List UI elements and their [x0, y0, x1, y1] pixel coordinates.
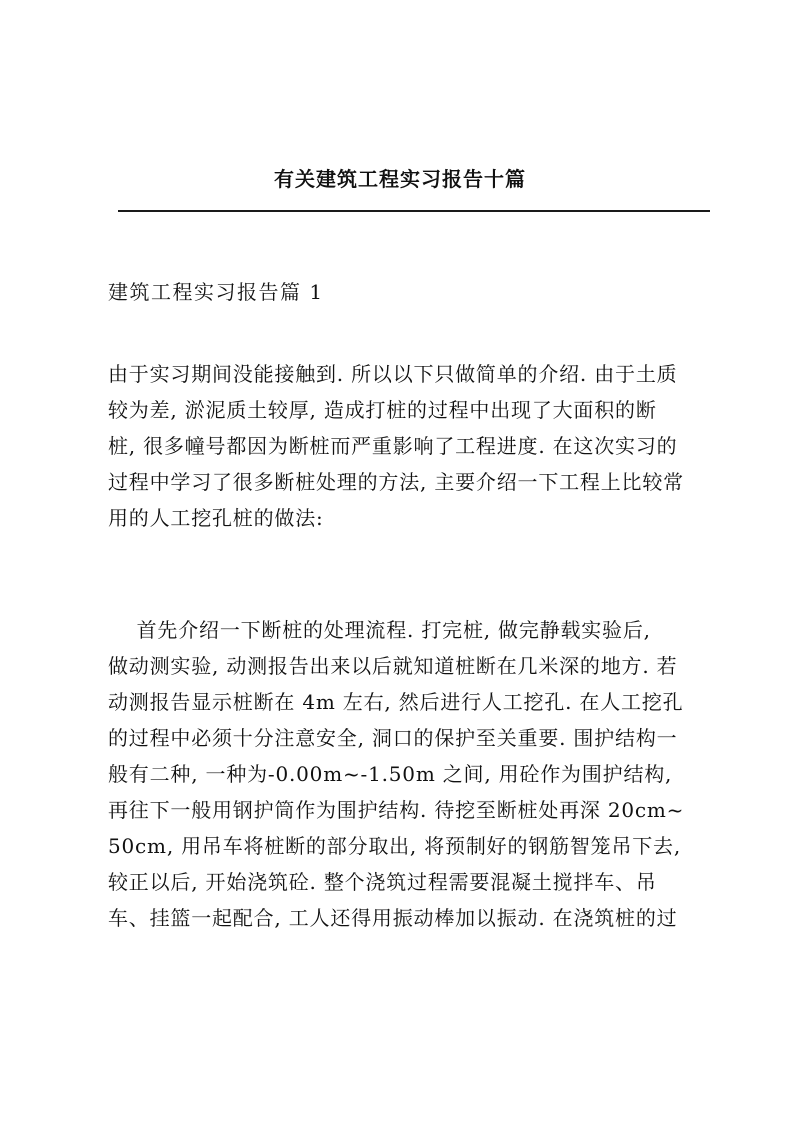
section-heading: 建筑工程实习报告篇 1	[108, 280, 324, 304]
paragraph-line: 较为差, 淤泥质土较厚, 造成打桩的过程中出现了大面积的断	[108, 398, 657, 422]
paragraph-line: 过程中学习了很多断桩处理的方法, 主要介绍一下工程上比较常	[108, 470, 684, 494]
paragraph-line: 的过程中必须十分注意安全, 洞口的保护至关重要. 围护结构一	[108, 726, 678, 750]
title-underline-divider	[118, 210, 710, 212]
paragraph-2	[108, 612, 712, 936]
paragraph-line: 首先介绍一下断桩的处理流程. 打完桩, 做完静载实验后,	[108, 618, 651, 642]
paragraph-line: 车、挂篮一起配合, 工人还得用振动棒加以振动. 在浇筑桩的过	[108, 906, 678, 930]
document-title: 有关建筑工程实习报告十篇	[274, 167, 526, 191]
paragraph-line: 般有二种, 一种为-0.00m~-1.50m 之间, 用砼作为围护结构,	[108, 762, 673, 786]
paragraph-line: 用的人工挖孔桩的做法:	[108, 506, 324, 530]
paragraph-line: 由于实习期间没能接触到. 所以以下只做简单的介绍. 由于土质	[108, 362, 678, 386]
paragraph-line: 做动测实验, 动测报告出来以后就知道桩断在几米深的地方. 若	[108, 654, 678, 678]
paragraph-line: 动测报告显示桩断在 4m 左右, 然后进行人工挖孔. 在人工挖孔	[108, 690, 684, 714]
paragraph-line: 再往下一般用钢护筒作为围护结构. 待挖至断桩处再深 20cm~	[108, 798, 685, 822]
paragraph-1	[108, 356, 712, 536]
paragraph-line: 桩, 很多幢号都因为断桩而严重影响了工程进度. 在这次实习的	[108, 434, 678, 458]
paragraph-line: 较正以后, 开始浇筑砼. 整个浇筑过程需要混凝土搅拌车、吊	[108, 870, 657, 894]
paragraph-line: 50cm, 用吊车将桩断的部分取出, 将预制好的钢筋智笼吊下去,	[108, 834, 682, 858]
